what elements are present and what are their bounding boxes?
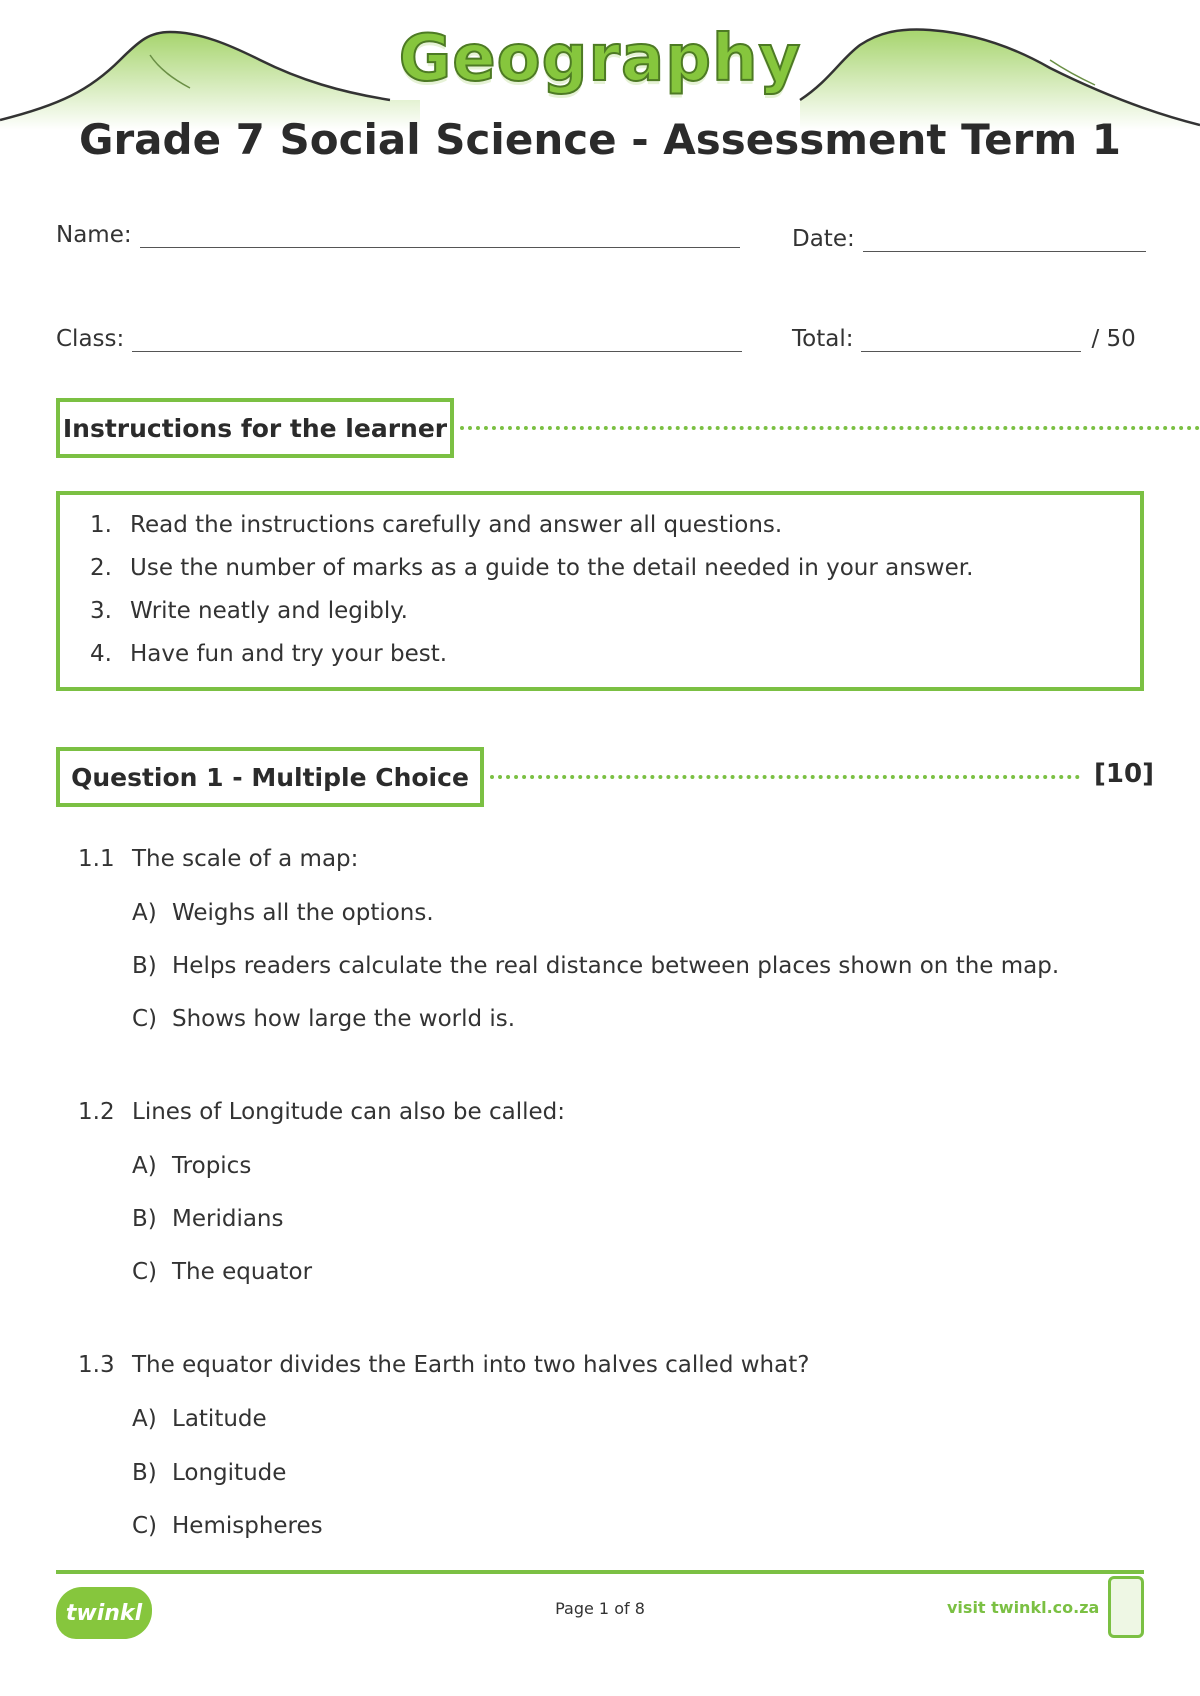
question-item-1-2 [78,1099,565,1125]
name-label: Name: [56,222,132,248]
option-text: Weighs all the options. [172,900,434,926]
option-text: Longitude [172,1460,287,1486]
name-line[interactable] [140,225,740,248]
question1-heading-text: Question 1 - Multiple Choice [71,762,469,792]
answer-option[interactable] [132,1460,286,1486]
total-field[interactable] [792,326,1136,352]
answer-option[interactable] [132,1406,267,1432]
answer-option[interactable] [132,1259,312,1285]
page-title: Grade 7 Social Science - Assessment Term 1 [78,115,1121,164]
instruction-item [90,555,973,598]
instructions-dotted-line [460,426,1200,430]
instruction-number: 3. [90,598,112,624]
instruction-number: 1. [90,512,112,538]
option-letter: C) [132,1259,158,1285]
answer-option[interactable] [132,1153,251,1179]
total-suffix: / 50 [1091,326,1136,352]
instruction-text: Read the instructions carefully and answer all questions. [130,512,783,538]
logo-text: twinkl [65,1600,143,1626]
instruction-text: Use the number of marks as a guide to the detail needed in your answer. [130,555,974,581]
question-item-1-3 [78,1352,809,1378]
option-text: Hemispheres [172,1513,323,1539]
instruction-item [90,598,973,641]
instruction-number: 2. [90,555,112,581]
option-text: Shows how large the world is. [172,1006,516,1032]
total-line[interactable] [861,329,1081,352]
total-label: Total: [792,326,854,352]
option-text: Tropics [172,1153,252,1179]
instruction-text: Write neatly and legibly. [130,598,408,624]
footer-divider [56,1570,1144,1574]
option-text: The equator [172,1259,313,1285]
answer-option[interactable] [132,1206,284,1232]
question-text: Lines of Longitude can also be called: [132,1099,565,1125]
instructions-heading-text: Instructions for the learner [62,413,448,443]
answer-option[interactable] [132,953,1059,979]
answer-option[interactable] [132,1513,323,1539]
option-text: Helps readers calculate the real distance between places shown on the map. [172,953,1060,979]
option-letter: B) [132,1206,157,1232]
instructions-heading [56,398,454,458]
option-letter: B) [132,1460,157,1486]
question1-heading [56,747,484,807]
banner-title: Geography [398,22,802,96]
question-number: 1.1 [78,846,115,872]
answer-option[interactable] [132,900,434,926]
instruction-number: 4. [90,641,112,667]
option-letter: C) [132,1513,158,1539]
option-letter: C) [132,1006,158,1032]
instruction-item [90,641,973,684]
option-letter: A) [132,1406,157,1432]
visit-link[interactable]: visit twinkl.co.za [947,1598,1100,1617]
question-number: 1.3 [78,1352,115,1378]
option-letter: B) [132,953,157,979]
answer-option[interactable] [132,1006,515,1032]
question-text: The equator divides the Earth into two halves called what? [132,1352,810,1378]
date-label: Date: [792,226,855,252]
instruction-text: Have fun and try your best. [130,641,448,667]
instructions-list [90,512,973,684]
class-line[interactable] [132,329,742,352]
quality-badge-icon [1108,1576,1144,1638]
class-field[interactable] [56,326,742,352]
date-field[interactable] [792,226,1146,252]
page-number: Page 1 of 8 [555,1599,645,1618]
option-text: Meridians [172,1206,284,1232]
question1-dotted-line [490,775,1080,779]
instruction-item [90,512,973,555]
question-item-1-1 [78,846,358,872]
option-letter: A) [132,1153,157,1179]
question1-marks: [10] [1094,759,1154,789]
date-line[interactable] [863,229,1146,252]
option-letter: A) [132,900,157,926]
name-field[interactable] [56,222,740,248]
option-text: Latitude [172,1406,267,1432]
question-text: The scale of a map: [132,846,359,872]
class-label: Class: [56,326,125,352]
question-number: 1.2 [78,1099,115,1125]
